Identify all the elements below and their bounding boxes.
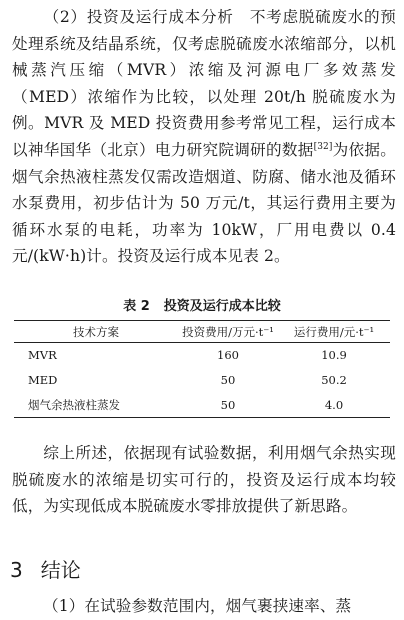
column-header-operating-cost: 运行费用/元·t⁻¹ [278,321,390,343]
summary-text: 综上所述，依据现有试验数据，利用烟气余热实现脱硫废水的浓缩是切实可行的，投资及运行成本均较低，为实现低成本脱硫废水零排放提供了新思路。 [12,444,396,516]
table-header-row [14,321,390,343]
table-cell-investment: 160 [217,348,239,363]
table-cell-technology: MVR [28,348,57,363]
summary-paragraph [12,440,396,520]
table-row [14,343,390,368]
table-row [14,368,390,393]
section-title: 结论 [40,558,81,582]
table-caption [0,298,404,316]
table-cell-investment: 50 [178,393,278,418]
table-cell-technology: 烟气余热液柱蒸发 [14,393,178,418]
table-caption-number: 表 2 [123,299,150,314]
cost-analysis-text-continued: 为依据。烟气余热液柱蒸发仅需改造烟道、防腐、储水池及循环水泵费用，初步估计为 50 万元/t，其运行费用主要为循环水泵的电耗，功率为 10kW，厂用电费以 0.4 元/(kW·h)计。投资及运行成本见表 2。 [12,140,396,266]
cost-analysis-paragraph [12,4,396,270]
section-heading [10,557,81,583]
table-row [14,393,390,418]
cost-analysis-text: （2）投资及运行成本分析 不考虑脱硫废水的预处理系统及结晶系统，仅考虑脱硫废水浓缩部分，以机械蒸汽压缩（MVR）浓缩及河源电厂多效蒸发（MED）浓缩作为比较，以处理 20t/h 脱硫废水为例。MVR 及 MED 投资费用参考常见工程，运行成本以神华国华（北京）电力研究院调研的数据 [12,8,396,159]
section-number: 3 [10,558,23,582]
column-header-investment: 投资费用/万元·t⁻¹ [178,321,278,343]
table-cell-operating-cost: 50.2 [321,373,347,387]
table-cell-investment: 50 [220,373,236,387]
table-cell-operating-cost: 4.0 [278,393,390,418]
cost-comparison-table [14,320,390,418]
table-cell-technology: MED [28,373,58,387]
table-caption-title: 投资及运行成本比较 [163,299,281,314]
conclusion-paragraph [12,593,396,620]
citation-reference: [32] [313,141,333,152]
column-header-technology: 技术方案 [14,321,178,343]
table-cell-operating-cost: 10.9 [321,348,347,363]
conclusion-text: （1）在试验参数范围内，烟气裹挟速率、蒸 [43,597,352,615]
